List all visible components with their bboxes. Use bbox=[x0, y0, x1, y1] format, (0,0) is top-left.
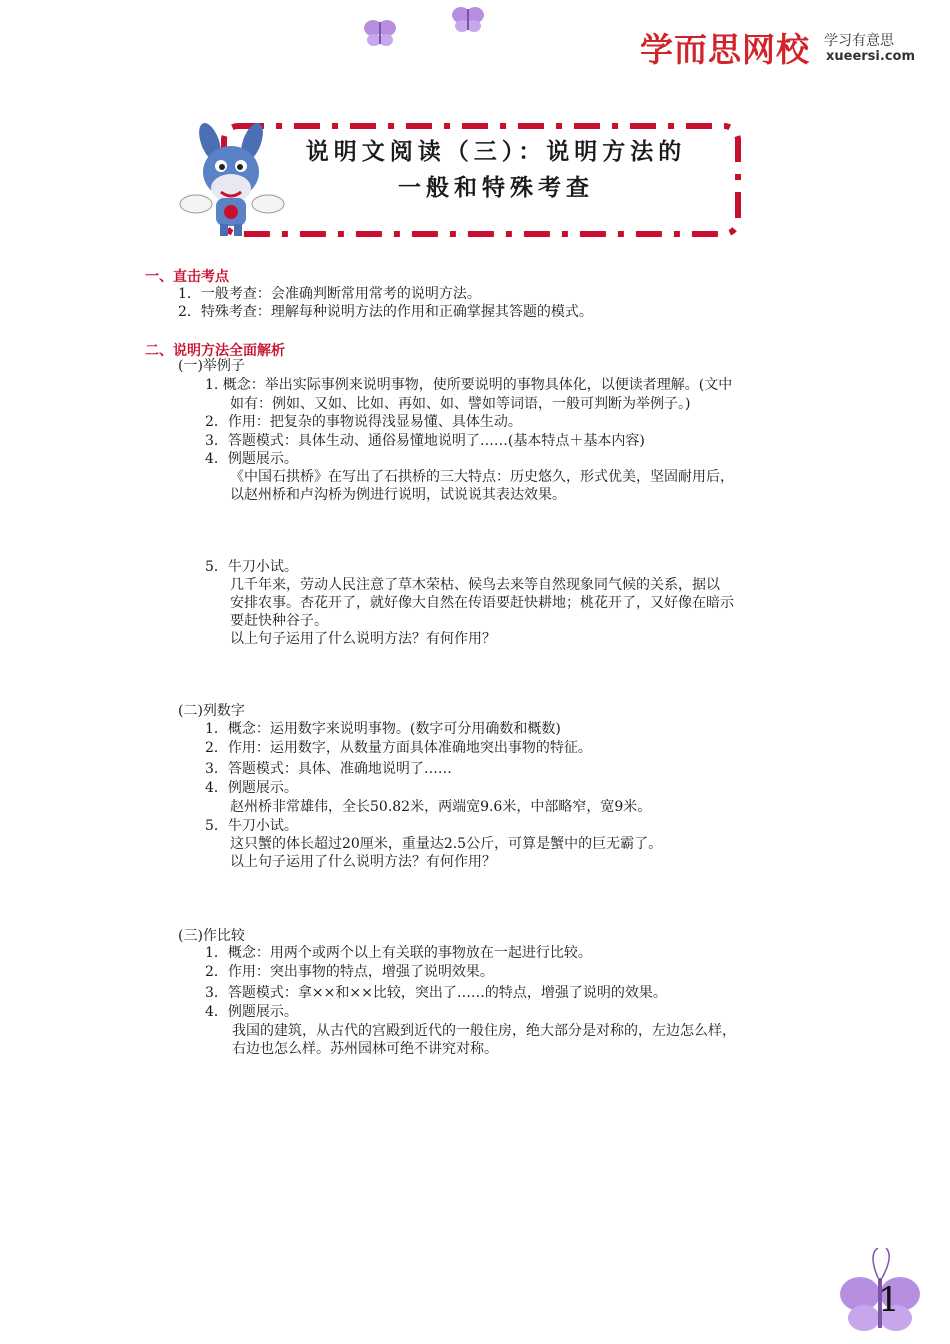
brand-domain: xueersi.com bbox=[826, 49, 916, 64]
list-item: 1. 概念：举出实际事例来说明事物，使所要说明的事物具体化，以便读者理解。(文中 bbox=[205, 377, 733, 393]
list-item: 4．例题展示。 bbox=[205, 1004, 298, 1020]
page-title bbox=[266, 134, 726, 206]
list-item: 《中国石拱桥》在写出了石拱桥的三大特点：历史悠久，形式优美，坚固耐用后， bbox=[230, 469, 734, 485]
subsection-title: (三)作比较 bbox=[178, 928, 245, 944]
subsection-title: (一)举例子 bbox=[178, 358, 245, 374]
list-item: 3．答题模式：具体生动、通俗易懂地说明了……(基本特点＋基本内容) bbox=[205, 433, 645, 449]
list-item: 1．概念：运用数字来说明事物。(数字可分用确数和概数) bbox=[205, 721, 561, 737]
list-item: 我国的建筑，从古代的宫殿到近代的一般住房，绝大部分是对称的，左边怎么样， bbox=[232, 1023, 736, 1039]
section-heading: 二、说明方法全面解析 bbox=[145, 343, 285, 359]
list-item: 以上句子运用了什么说明方法？有何作用？ bbox=[230, 631, 496, 647]
list-item: 以赵州桥和卢沟桥为例进行说明，试说说其表达效果。 bbox=[230, 487, 566, 503]
list-item: 1．概念：用两个或两个以上有关联的事物放在一起进行比较。 bbox=[205, 945, 592, 961]
title-line-1: 说明文阅读（三）：说明方法的 bbox=[305, 139, 687, 165]
subsection-title: (二)列数字 bbox=[178, 703, 245, 719]
list-item: 赵州桥非常雄伟，全长50.82米，两端宽9.6米，中部略窄，宽9米。 bbox=[230, 799, 652, 815]
list-item: 2．作用：把复杂的事物说得浅显易懂、具体生动。 bbox=[205, 414, 522, 430]
butterfly-icon bbox=[362, 14, 398, 50]
title-line-2: 一般和特殊考查 bbox=[398, 175, 594, 201]
butterfly-icon bbox=[450, 2, 486, 36]
list-item: 安排农事。杏花开了，就好像大自然在传语要赶快耕地；桃花开了，又好像在暗示 bbox=[230, 595, 734, 611]
brand-slogan: 学习有意思 bbox=[824, 33, 894, 49]
list-item: 3．答题模式：具体、准确地说明了…… bbox=[205, 761, 452, 777]
brand-logo: 学而思网校 bbox=[640, 30, 810, 69]
list-item: 2．作用：突出事物的特点，增强了说明效果。 bbox=[205, 964, 494, 980]
list-item: 几千年来，劳动人民注意了草木荣枯、候鸟去来等自然现象同气候的关系，据以 bbox=[230, 577, 720, 593]
list-item: 要赶快种谷子。 bbox=[230, 613, 328, 629]
list-item: 2．特殊考查：理解每种说明方法的作用和正确掌握其答题的模式。 bbox=[178, 304, 593, 320]
list-item: 2．作用：运用数字，从数量方面具体准确地突出事物的特征。 bbox=[205, 740, 592, 756]
list-item: 1．一般考查：会准确判断常用常考的说明方法。 bbox=[178, 286, 481, 302]
list-item: 4．例题展示。 bbox=[205, 451, 298, 467]
section-heading: 一、直击考点 bbox=[145, 269, 229, 285]
page-number: 1 bbox=[878, 1280, 900, 1320]
list-item: 如有：例如、又如、比如、再如、如、譬如等词语，一般可判断为举例子。) bbox=[230, 396, 691, 412]
list-item: 以上句子运用了什么说明方法？有何作用？ bbox=[230, 854, 496, 870]
list-item: 这只蟹的体长超过20厘米，重量达2.5公斤，可算是蟹中的巨无霸了。 bbox=[230, 836, 663, 852]
list-item: 5．牛刀小试。 bbox=[205, 559, 298, 575]
list-item: 4．例题展示。 bbox=[205, 780, 298, 796]
list-item: 5．牛刀小试。 bbox=[205, 818, 298, 834]
list-item: 右边也怎么样。苏州园林可绝不讲究对称。 bbox=[232, 1041, 498, 1057]
list-item: 3．答题模式：拿××和××比较，突出了……的特点，增强了说明的效果。 bbox=[205, 985, 667, 1001]
